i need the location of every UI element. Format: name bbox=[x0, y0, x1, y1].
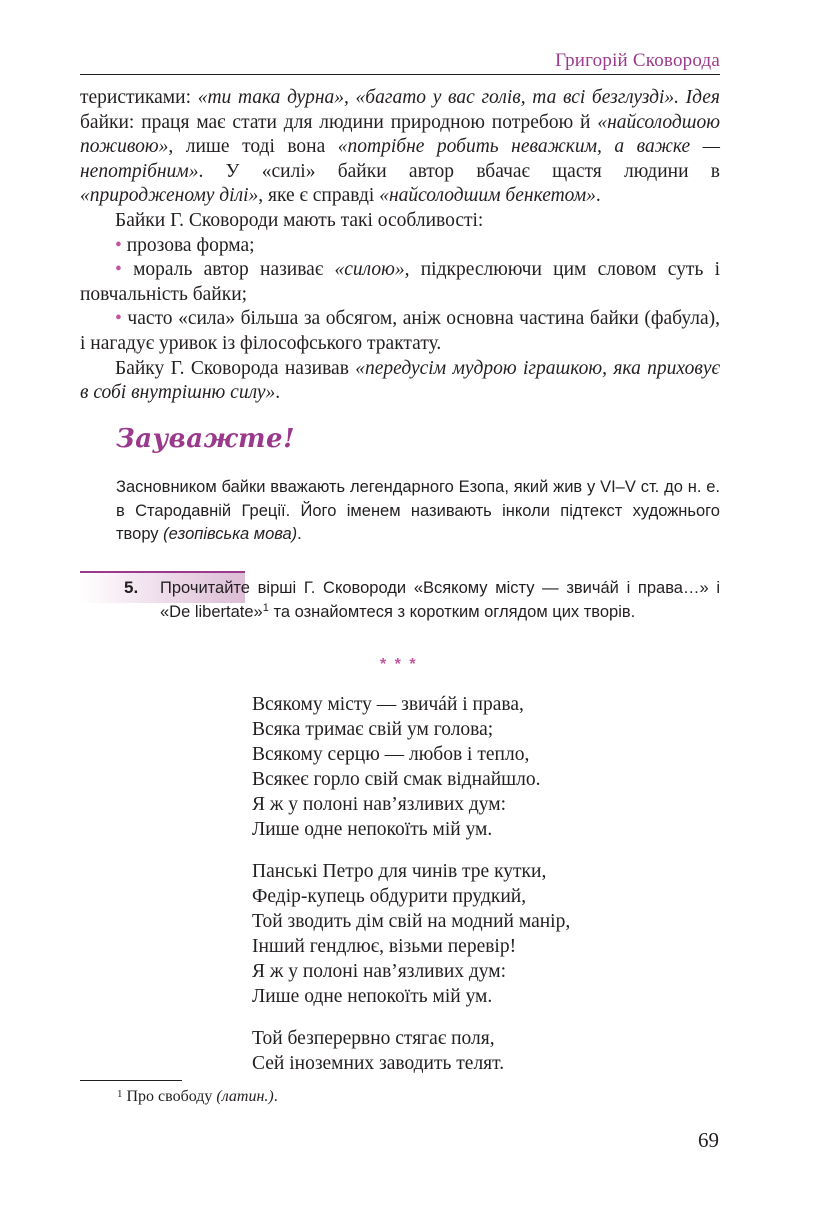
bullet-icon: • bbox=[115, 308, 122, 330]
poem-line: Всякому місту — звичáй і права, bbox=[252, 694, 524, 715]
bullet-icon: • bbox=[115, 259, 122, 281]
quote: «передусім мудрою іграшкою, яка приховує в собі внутрішню силу» bbox=[80, 357, 720, 404]
text-run: Засновником байки вважають легендарного Езопа, який жив у VI–V ст. до н. е. в Стародавній Греції. Його іменем називають інколи підтекст художнього твору bbox=[116, 478, 720, 543]
task-instruction bbox=[160, 577, 720, 624]
stanza-1 bbox=[252, 692, 712, 842]
quote: Ідея bbox=[685, 87, 720, 108]
poem-line: Всякеє горло свій смак віднайшло. bbox=[252, 769, 541, 790]
poem-line: Федір-купець обдурити прудкий, bbox=[252, 886, 527, 907]
running-title: Григорій Сковорода bbox=[555, 50, 720, 71]
quote: «найсолодшим бенкетом» bbox=[379, 185, 596, 207]
bullet-item bbox=[80, 234, 720, 259]
poem-line: Всяка тримає свій ум голова; bbox=[252, 719, 494, 740]
text-run: теристиками: bbox=[80, 87, 198, 108]
poem-line: Всякому серцю — любов і тепло, bbox=[252, 744, 530, 765]
poem-line: Я ж у полоні нав’язливих дум: bbox=[252, 961, 507, 982]
bullet-item bbox=[80, 258, 720, 307]
text-run: Байку Г. Сковорода називав bbox=[115, 357, 356, 379]
poem-line: Лише одне непокоїть мій ум. bbox=[252, 986, 493, 1007]
text-run: . bbox=[595, 185, 601, 207]
quote: «силою» bbox=[334, 259, 405, 281]
note-heading: Зауважте! bbox=[116, 424, 295, 454]
text-run: , яке є справді bbox=[258, 185, 380, 207]
stanza-2 bbox=[252, 859, 712, 1009]
note-box bbox=[116, 476, 720, 547]
task-text bbox=[160, 577, 720, 624]
paragraph-features: Байки Г. Сковороди мають такі особливості: bbox=[115, 209, 484, 231]
footnote-marker: 1 bbox=[117, 1088, 123, 1100]
text-run: та ознайомтеся з коротким оглядом цих творів. bbox=[268, 602, 636, 621]
bullet-text: прозова форма; bbox=[126, 234, 255, 256]
quote: «природженому ділі» bbox=[80, 185, 259, 207]
quote: «потрібне робить неважким, а важке — непотрібним» bbox=[80, 136, 721, 182]
poem-asterisks: * * * bbox=[380, 656, 418, 673]
footnote bbox=[117, 1086, 278, 1108]
note-term: (езопівська мова) bbox=[163, 525, 298, 543]
paragraph-toy bbox=[80, 357, 720, 406]
poem-line: Інший гендлює, візьми перевір! bbox=[252, 936, 517, 957]
header-divider bbox=[80, 74, 720, 75]
footnote-end: . bbox=[273, 1088, 278, 1105]
main-text bbox=[80, 86, 720, 406]
footnote-divider bbox=[80, 1080, 182, 1081]
poem-line: Той безперервно стягає поля, bbox=[252, 1028, 495, 1049]
stanza-3 bbox=[252, 1026, 712, 1076]
poem-line: Лише одне непокоїть мій ум. bbox=[252, 819, 493, 840]
text-run: . bbox=[297, 525, 302, 543]
bullet-item bbox=[80, 307, 720, 356]
quote: «найсолодшою поживою» bbox=[80, 111, 720, 158]
bullet-icon: • bbox=[115, 234, 122, 256]
text-run: байки: праця має стати для людини природною потребою й bbox=[80, 111, 598, 133]
quote: «ти така дурна», «багато у вас голів, та всі безглузді». bbox=[197, 87, 679, 108]
task-number: 5. bbox=[124, 578, 139, 597]
text-run: . У «силі» байки автор вбачає щастя людини в bbox=[198, 160, 720, 182]
text-run: Прочитайте вірші Г. Сковороди «Всякому місту — звичáй і права…» і «De libertate» bbox=[160, 579, 720, 621]
poem-line: Я ж у полоні нав’язливих дум: bbox=[252, 794, 507, 815]
poem-line: Панські Петро для чинів тре кутки, bbox=[252, 861, 547, 882]
poem-line: Сей іноземних заводить телят. bbox=[252, 1053, 505, 1074]
page-number: 69 bbox=[698, 1128, 719, 1152]
text-run: мораль автор називає bbox=[133, 259, 335, 281]
bullet-text: часто «сила» більша за обсягом, аніж основна частина байки (фабула), і нагадує уривок із філософського трактату. bbox=[80, 308, 720, 354]
text-run: , підкреслюючи цим словом суть і повчальність байки; bbox=[80, 259, 720, 305]
footnote-ref: 1 bbox=[262, 601, 269, 614]
note-text bbox=[116, 476, 720, 547]
poem bbox=[252, 692, 712, 1093]
footnote-note: (латин.) bbox=[216, 1088, 274, 1105]
footnote-text: Про свободу bbox=[126, 1088, 217, 1105]
poem-line: Той зводить дім свій на модний манір, bbox=[252, 911, 571, 932]
paragraph-idea bbox=[80, 86, 720, 209]
text-run: . bbox=[275, 382, 281, 404]
text-run: , лише тоді вона bbox=[168, 136, 338, 158]
